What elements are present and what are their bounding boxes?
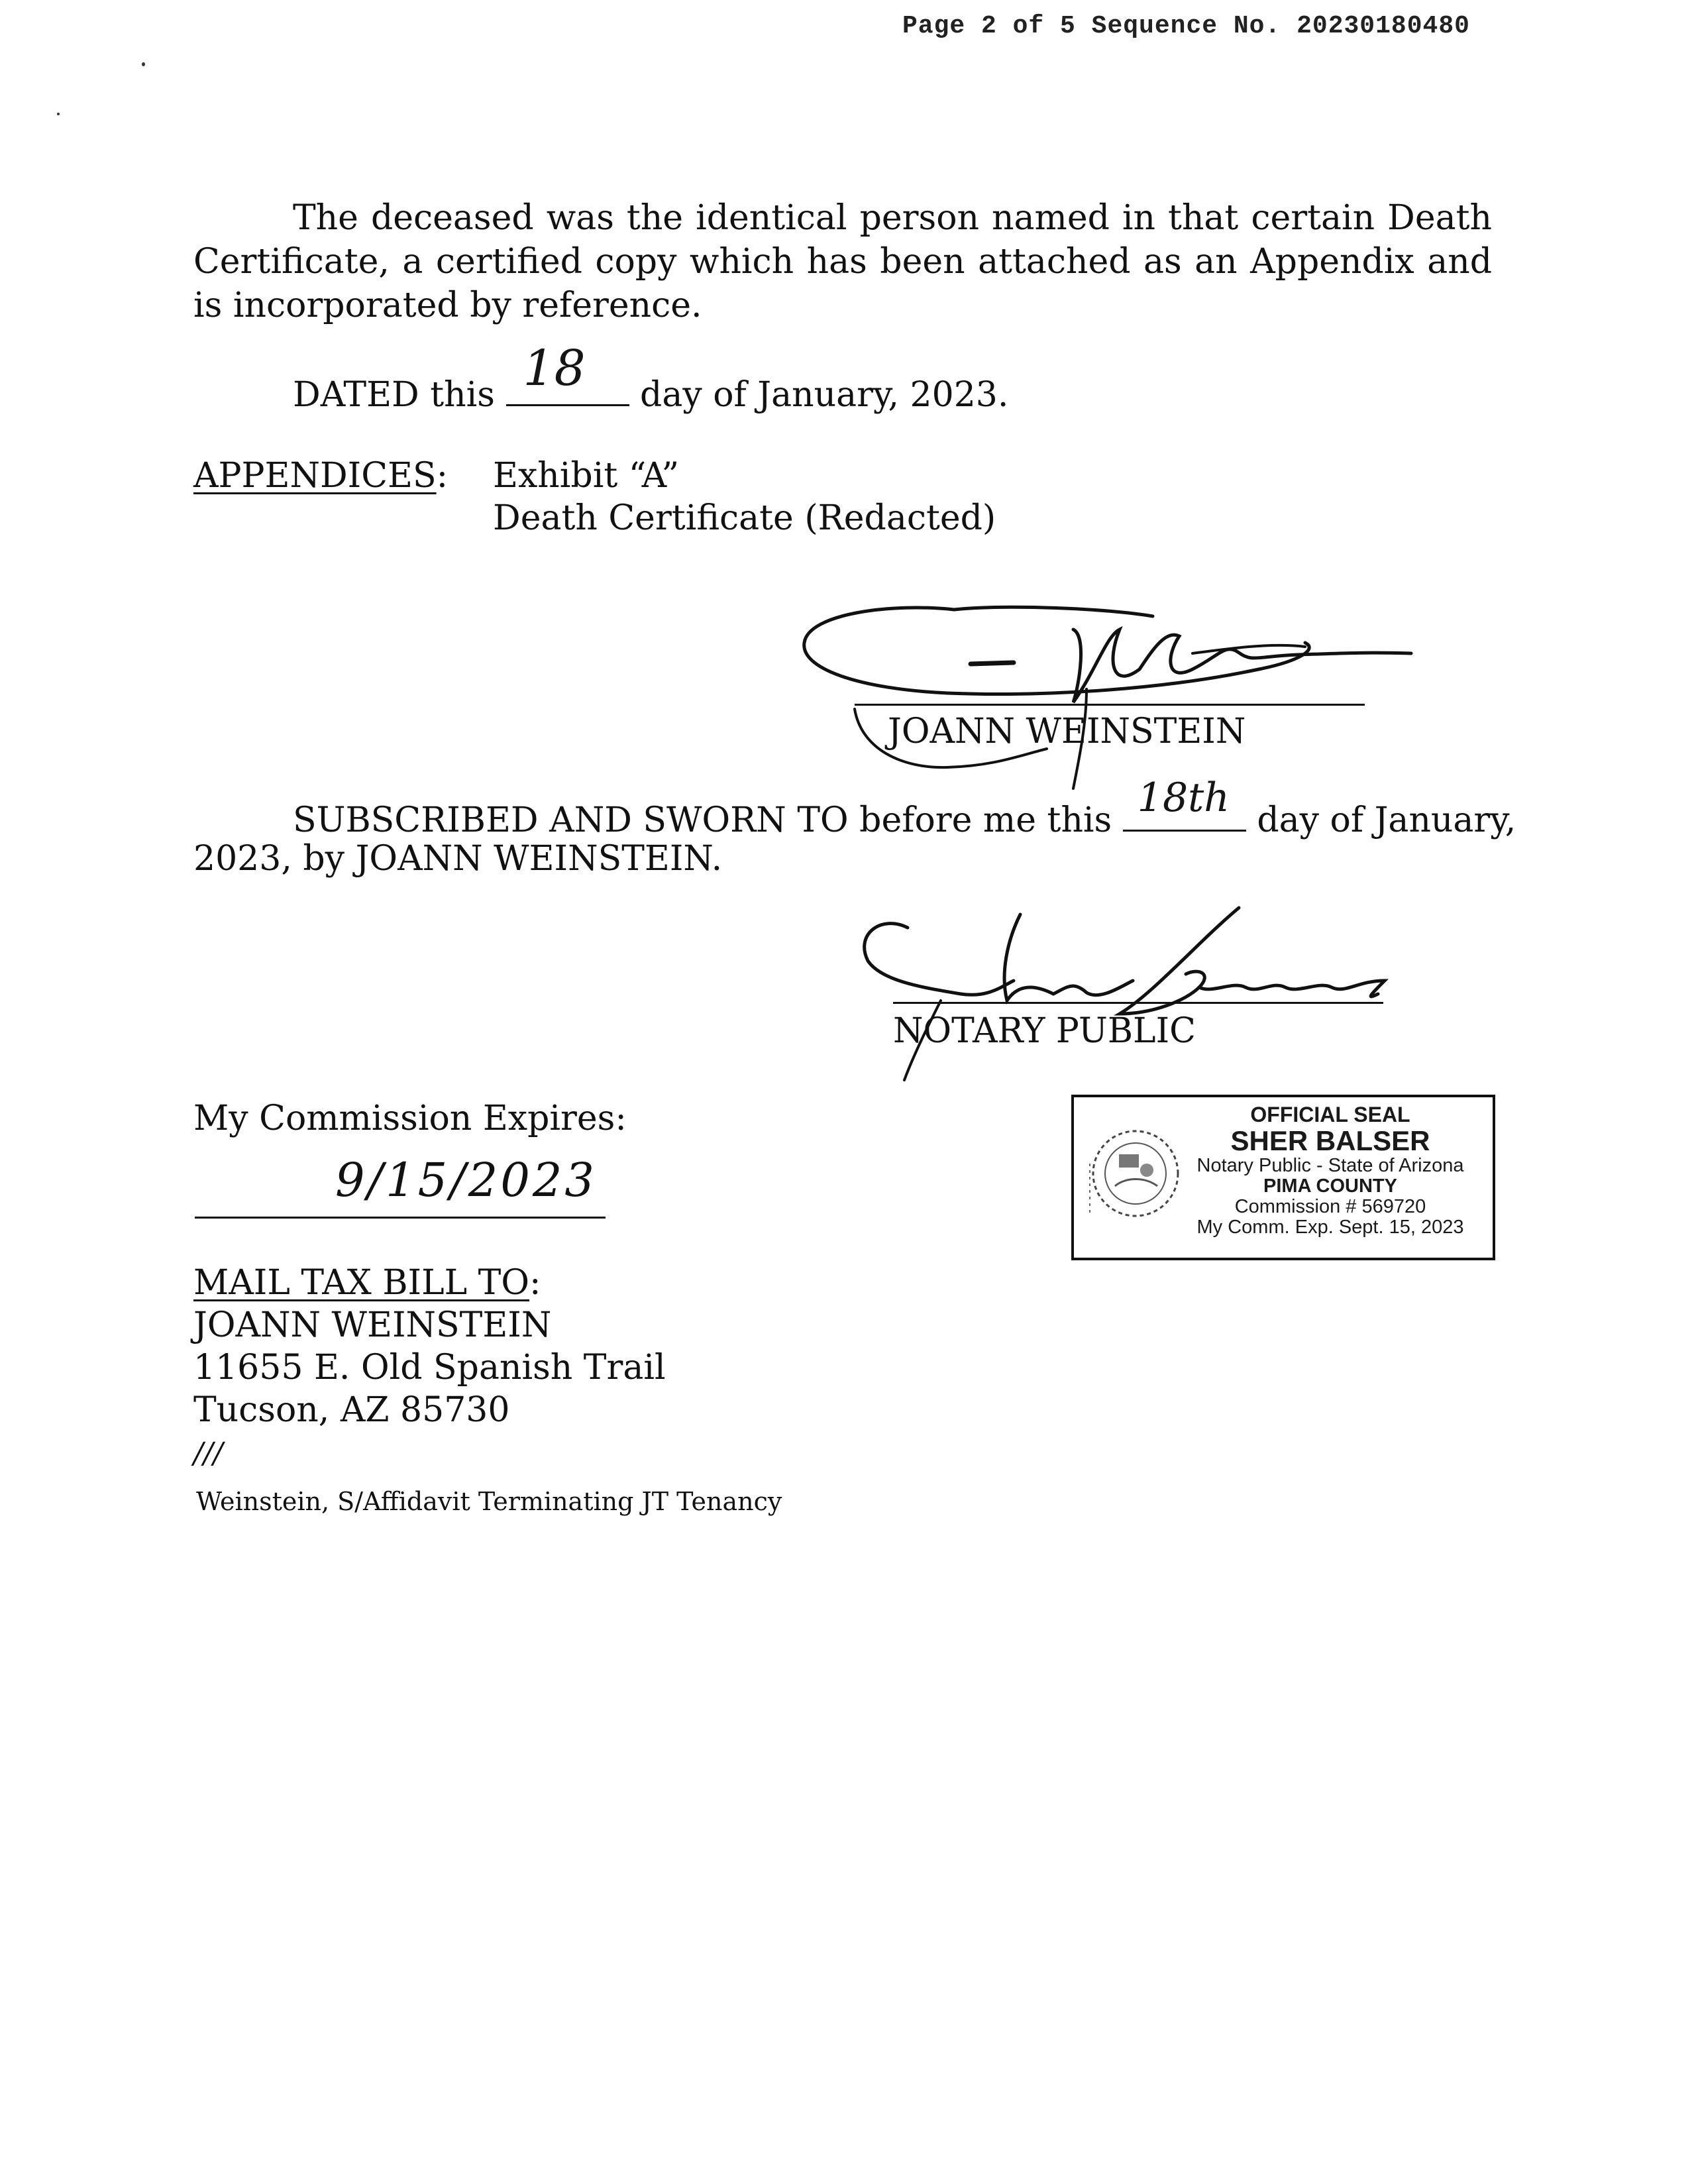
dated-line	[293, 340, 1009, 416]
appendix-exhibit: Exhibit “A”	[493, 456, 680, 496]
seal-official-seal: OFFICIAL SEAL	[1250, 1103, 1410, 1126]
seal-commission-expiry: My Comm. Exp. Sept. 15, 2023	[1196, 1217, 1464, 1238]
dated-suffix: day of January, 2023.	[640, 375, 1009, 415]
sworn-line-2: 2023, by JOANN WEINSTEIN.	[193, 839, 723, 879]
mail-end-marks: ///	[193, 1437, 223, 1470]
sworn-suffix: day of January,	[1257, 800, 1516, 840]
seal-notary-name: SHER BALSER	[1230, 1125, 1430, 1156]
sworn-line	[293, 775, 1516, 842]
mail-recipient-name: JOANN WEINSTEIN	[193, 1305, 552, 1345]
appendix-description: Death Certificate (Redacted)	[493, 498, 996, 538]
mail-street-address: 11655 E. Old Spanish Trail	[193, 1348, 666, 1388]
mail-tax-bill-label: MAIL TAX BILL TO	[193, 1263, 529, 1303]
mail-tax-bill-label-line	[193, 1262, 541, 1304]
seal-notary-state: Notary Public - State of Arizona	[1196, 1155, 1464, 1176]
seal-commission-number: Commission # 569720	[1234, 1196, 1426, 1217]
appendices-label: APPENDICES	[193, 456, 437, 496]
deceased-paragraph	[193, 196, 1492, 327]
sworn-prefix: SUBSCRIBED AND SWORN TO before me this	[293, 800, 1112, 840]
sworn-day-blank	[1123, 775, 1246, 832]
sworn-day-handwritten: 18th	[1137, 775, 1230, 821]
dated-prefix: DATED this	[293, 375, 495, 415]
page-sequence-header: Page 2 of 5 Sequence No. 20230180480	[902, 12, 1470, 40]
affiant-name: JOANN WEINSTEIN	[888, 712, 1246, 751]
seal-county: PIMA COUNTY	[1263, 1175, 1397, 1197]
file-reference: Weinstein, S/Affidavit Terminating JT Tenancy	[196, 1487, 782, 1516]
dated-day-handwritten: 18	[523, 340, 586, 397]
deceased-paragraph-text: The deceased was the identical person named in that certain Death Certificate, a certified copy which has been attached as an Appendix and is incorporated by reference.	[193, 198, 1492, 325]
scan-speck	[57, 113, 60, 115]
commission-label: My Commission Expires:	[193, 1099, 627, 1138]
notary-title: NOTARY PUBLIC	[893, 1011, 1196, 1051]
affiant-signature-line	[855, 704, 1365, 706]
seal-text	[1175, 1103, 1486, 1238]
dated-day-blank	[506, 340, 629, 406]
arizona-state-seal-emblem	[1086, 1117, 1185, 1230]
affiant-signature	[795, 590, 1431, 808]
mail-tax-bill-colon: :	[529, 1263, 541, 1303]
appendices-block	[193, 455, 448, 497]
commission-date-line	[195, 1217, 606, 1219]
mail-city-state-zip: Tucson, AZ 85730	[193, 1390, 510, 1430]
appendices-colon: :	[436, 456, 449, 496]
scan-speck	[142, 62, 145, 66]
commission-date-handwritten: 9/15/2023	[335, 1153, 597, 1207]
official-notary-seal	[1071, 1095, 1495, 1260]
notary-signature	[841, 901, 1411, 1093]
notary-signature-line	[893, 1002, 1383, 1004]
